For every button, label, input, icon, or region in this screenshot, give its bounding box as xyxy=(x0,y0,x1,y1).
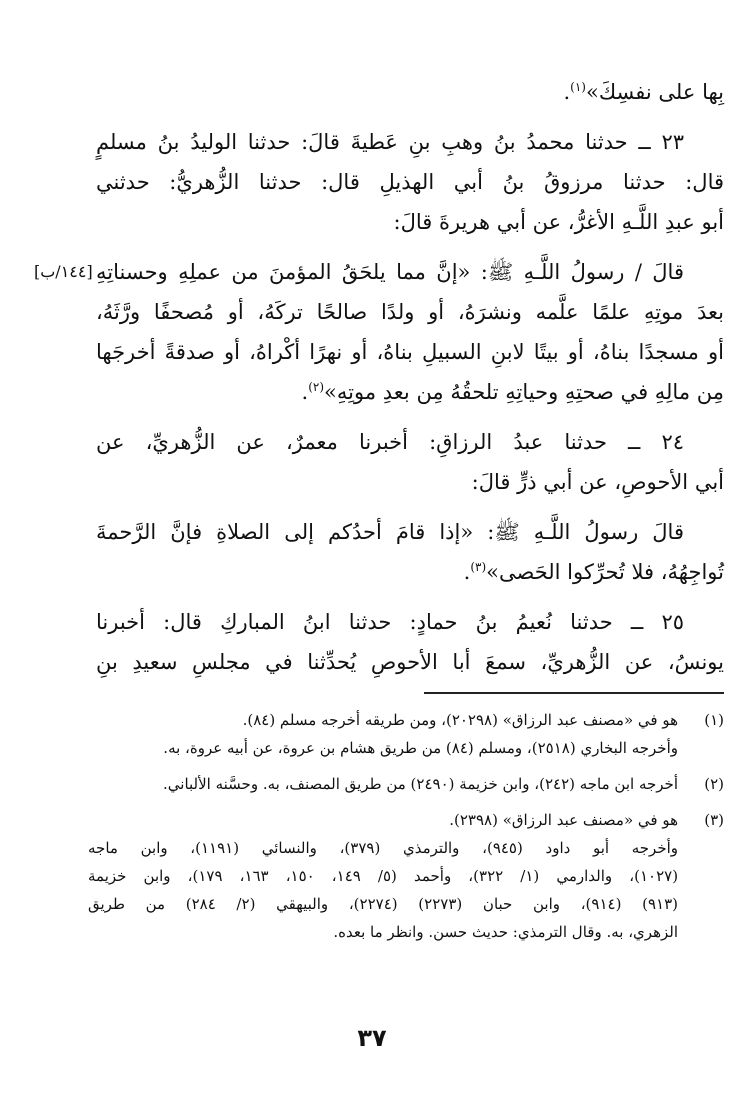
text-line: بِها على نفسِكَ»$^{(١)}$. xyxy=(563,80,724,104)
footnote-line: (١٠٢٧)، والدارمي (١/ ٣٢٢)، وأحمد (٥/ ١٤٩، ١٥٠، ١٦٣، ١٧٩)، وابن خزيمة xyxy=(88,867,679,885)
text-line: مِن مالِهِ في صحتِهِ وحياتِهِ تلحقُهُ مِن بعدِ موتِهِ»$^{(٢)}$. xyxy=(301,380,724,404)
footnote xyxy=(88,706,724,762)
footnote xyxy=(88,806,724,946)
footnote-marker: (١) xyxy=(570,80,586,94)
text-line: ٢٤ ــ حدثنا عبدُ الرزاقِ: أخبرنا معمرٌ، عن الزُّهريِّ، عن xyxy=(96,430,684,454)
text-line: قالَ رسولُ اللَّـهِ ﷺ: «إذا قامَ أحدُكم إلى الصلاةِ فإنَّ الرَّحمةَ xyxy=(96,520,684,544)
footnote-number: (١) xyxy=(704,711,724,729)
text-line: بعدَ موتِهِ علمًا علَّمه ونشرَهُ، أو ولدًا صالحًا تركَهُ، أو مُصحفًا ورَّثَهُ، xyxy=(96,300,724,324)
text-line: يونسُ، عن الزُّهريِّ، سمعَ أبا الأحوصِ يُحدِّثنا في مجلسِ سعيدِ بنِ xyxy=(96,650,724,674)
margin-folio-note: [١٤٤/ب] xyxy=(34,262,93,281)
text-line: ٢٣ ــ حدثنا محمدُ بنُ وهبِ بنِ عَطيةَ قالَ: حدثنا الوليدُ بنُ مسلمٍ xyxy=(96,130,684,154)
text-line: أبو عبدِ اللَّـهِ الأغرُّ، عن أبي هريرةَ قالَ: xyxy=(393,210,724,234)
footnote-number: (٢) xyxy=(704,775,724,793)
text-line: قالَ / رسولُ اللَّـهِ ﷺ: «إنَّ مما يلحَقُ المؤمنَ من عملِهِ وحسناتِهِ [١٤٤/ب] xyxy=(96,252,724,292)
text-line: قال: حدثنا مرزوقُ بنُ أبي الهذيلِ قال: حدثنا الزُّهريُّ: حدثني xyxy=(96,170,724,194)
text-line: أبي الأحوصِ، عن أبي ذرٍّ قالَ: xyxy=(471,470,724,494)
footnote-separator xyxy=(424,692,724,694)
footnote-line: وأخرجه أبو داود (٩٤٥)، والترمذي (٣٧٩)، والنسائي (١١٩١)، وابن ماجه xyxy=(88,839,679,857)
footnote-line: (٩١٣) (٩١٤)، وابن حبان (٢٢٧٣) (٢٢٧٤)، والبيهقي (٢/ ٢٨٤) من طريق xyxy=(88,895,678,913)
main-text xyxy=(34,72,724,682)
footnote-line: وأخرجه البخاري (٢٥١٨)، ومسلم (٨٤) من طريق هشام بن عروة، عن أبيه عروة، به. xyxy=(163,739,678,757)
footnote-line: الزهري، به. وقال الترمذي: حديث حسن. وانظر ما بعده. xyxy=(333,923,678,941)
footnote-line: هو في «مصنف عبد الرزاق» (٢٠٢٩٨)، ومن طريقه أخرجه مسلم (٨٤). xyxy=(242,711,678,729)
footnotes xyxy=(88,706,724,946)
footnote-marker: (٢) xyxy=(308,380,325,394)
footnote-line: أخرجه ابن ماجه (٢٤٢)، وابن خزيمة (٢٤٩٠) من طريق المصنف، به. وحسَّنه الألباني. xyxy=(163,775,678,793)
footnote xyxy=(88,770,724,798)
text-line: تُواجِهُهُ، فلا تُحرِّكوا الحَصى»$^{(٣)}$. xyxy=(463,560,724,584)
text-line: أو مسجدًا بناهُ، أو بيتًا لابنِ السبيلِ بناهُ، أو نهرًا أكْراهُ، أو صدقةً أخرجَها xyxy=(96,340,724,364)
text-line: ٢٥ ــ حدثنا نُعيمُ بنُ حمادٍ: حدثنا ابنُ المباركِ قال: أخبرنا xyxy=(96,610,684,634)
footnote-number: (٣) xyxy=(704,811,724,829)
footnote-marker: (٣) xyxy=(470,560,487,574)
footnote-line: هو في «مصنف عبد الرزاق» (٢٣٩٨). xyxy=(449,811,678,829)
page-number: ٣٧ xyxy=(357,1024,387,1052)
